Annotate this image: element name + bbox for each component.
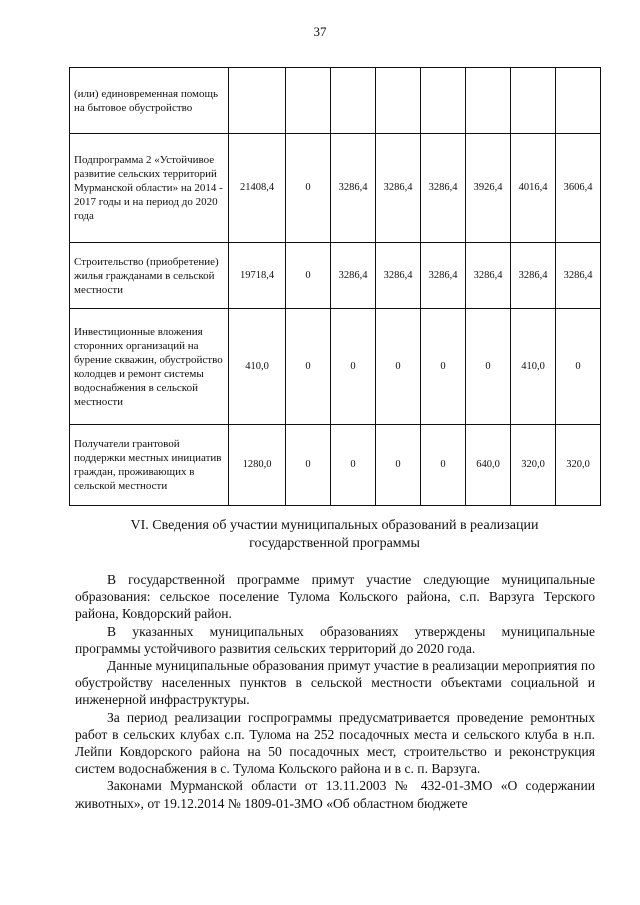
value-cell: 3286,4 xyxy=(466,243,511,309)
value-cell xyxy=(421,68,466,134)
row-name-cell: Строительство (приобретение) жилья гражданами в сельской местности xyxy=(70,243,229,309)
budget-table-wrap xyxy=(69,67,600,506)
row-name-cell: Получатели грантовой поддержки местных инициатив граждан, проживающих в сельской местности xyxy=(70,425,229,506)
value-cell: 0 xyxy=(286,134,331,243)
value-cell: 21408,4 xyxy=(229,134,286,243)
value-cell: 410,0 xyxy=(511,309,556,425)
value-cell: 3606,4 xyxy=(556,134,601,243)
paragraph: За период реализации госпрограммы предусматривается проведение ремонтных работ в сельских клубах с.п. Тулома на 252 посадочных места и сельского клуба в н.п. Лейпи Ковдорского района на 50 посадочных мест, строительство и реконструкция систем водоснабжения в с. Тулома Кольского района и в с. п. Варзуга. xyxy=(75,709,595,777)
paragraph: Данные муниципальные образования примут участие в реализации мероприятия по обустройству населенных пунктов в сельской местности объектами социальной и инженерной инфраструктуры. xyxy=(75,658,595,708)
row-name-cell: Подпрограмма 2 «Устойчивое развитие сельских территорий Мурманской области» на 2014 - 2017 годы и на период до 2020 года xyxy=(70,134,229,243)
budget-table xyxy=(69,67,601,506)
value-cell: 640,0 xyxy=(466,425,511,506)
paragraph: В государственной программе примут участие следующие муниципальные образования: сельское поселение Тулома Кольского района, с.п. Варзуга Терского района, Ковдорский район. xyxy=(75,572,595,622)
table-body xyxy=(70,68,601,506)
body-text xyxy=(75,571,595,812)
row-name-cell: Инвестиционные вложения сторонних организаций на бурение скважин, обустройство колодцев и ремонт системы водоснабжения в сельской местности xyxy=(70,309,229,425)
value-cell: 0 xyxy=(331,425,376,506)
value-cell: 1280,0 xyxy=(229,425,286,506)
value-cell: 3286,4 xyxy=(376,243,421,309)
value-cell: 0 xyxy=(376,309,421,425)
value-cell xyxy=(376,68,421,134)
value-cell: 3286,4 xyxy=(331,134,376,243)
value-cell: 3286,4 xyxy=(421,243,466,309)
value-cell: 0 xyxy=(376,425,421,506)
table-row xyxy=(70,243,601,309)
value-cell: 0 xyxy=(466,309,511,425)
value-cell: 320,0 xyxy=(511,425,556,506)
value-cell xyxy=(511,68,556,134)
value-cell: 0 xyxy=(286,309,331,425)
value-cell: 3286,4 xyxy=(331,243,376,309)
value-cell xyxy=(331,68,376,134)
table-row xyxy=(70,425,601,506)
value-cell: 0 xyxy=(286,425,331,506)
value-cell: 320,0 xyxy=(556,425,601,506)
paragraph: Законами Мурманской области от 13.11.2003 № 432-01-ЗМО «О содержании животных», от 19.12.2014 № 1809-01-ЗМО «Об областном бюджете xyxy=(75,778,595,811)
value-cell: 410,0 xyxy=(229,309,286,425)
value-cell xyxy=(229,68,286,134)
value-cell: 0 xyxy=(556,309,601,425)
section-title-line-1: VI. Сведения об участии муниципальных образований в реализации xyxy=(130,518,539,533)
value-cell: 4016,4 xyxy=(511,134,556,243)
section-title xyxy=(69,517,600,553)
value-cell xyxy=(466,68,511,134)
paragraph: В указанных муниципальных образованиях утверждены муниципальные программы устойчивого развития сельских территорий до 2020 года. xyxy=(75,623,595,656)
value-cell: 19718,4 xyxy=(229,243,286,309)
table-row xyxy=(70,309,601,425)
value-cell: 3286,4 xyxy=(556,243,601,309)
row-name-cell: (или) единовременная помощь на бытовое обустройство xyxy=(70,68,229,134)
value-cell: 3286,4 xyxy=(376,134,421,243)
value-cell: 0 xyxy=(286,243,331,309)
value-cell: 3286,4 xyxy=(421,134,466,243)
value-cell xyxy=(286,68,331,134)
section-title-line-2: государственной программы xyxy=(249,536,420,551)
value-cell: 0 xyxy=(421,309,466,425)
table-row xyxy=(70,68,601,134)
page-number: 37 xyxy=(313,24,327,39)
value-cell: 0 xyxy=(331,309,376,425)
value-cell: 3926,4 xyxy=(466,134,511,243)
value-cell: 3286,4 xyxy=(511,243,556,309)
value-cell xyxy=(556,68,601,134)
table-row xyxy=(70,134,601,243)
value-cell: 0 xyxy=(421,425,466,506)
